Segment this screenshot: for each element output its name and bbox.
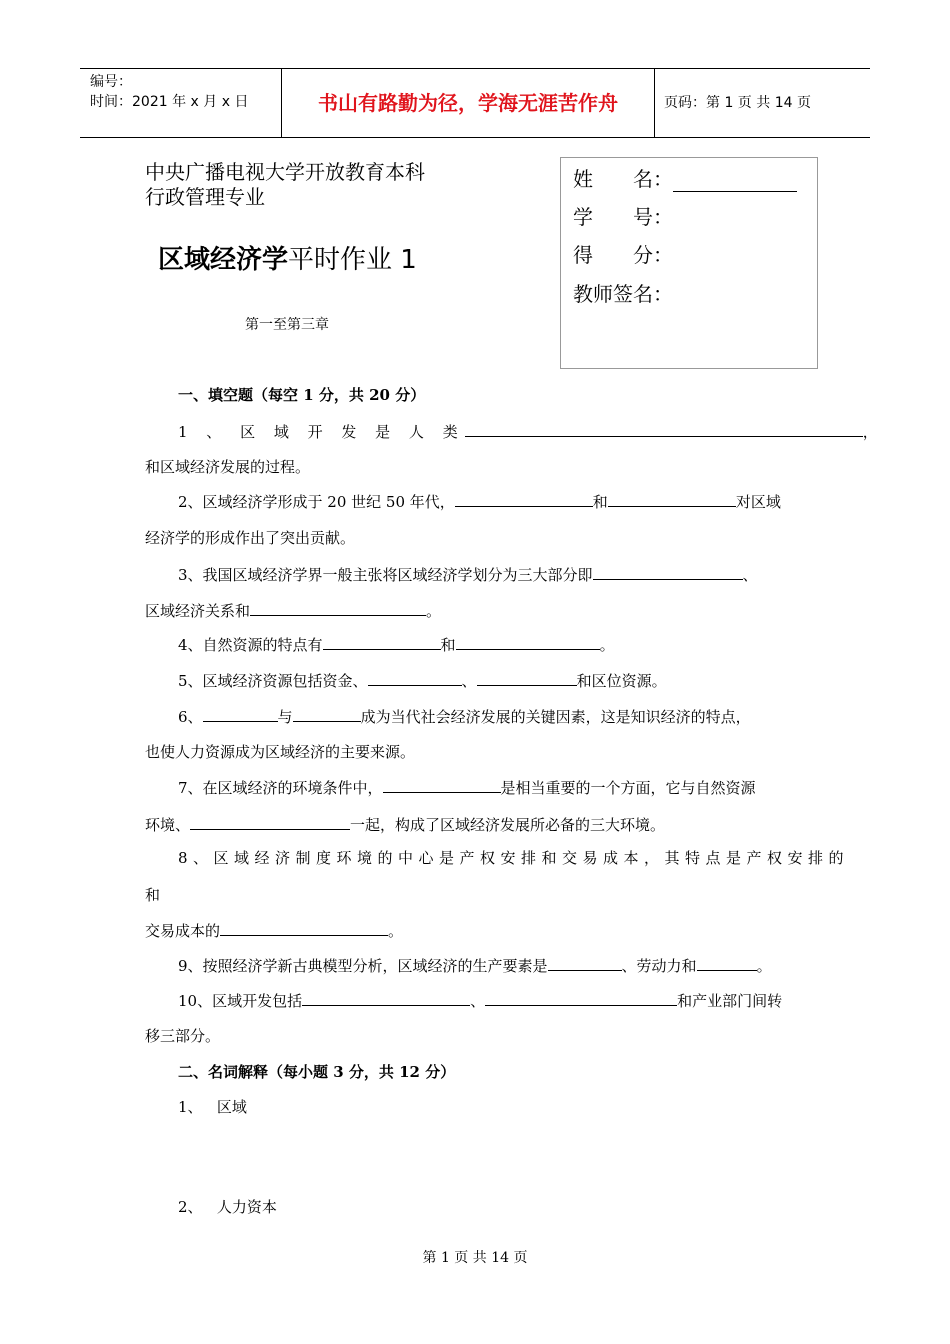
question-1: 1 、 区 域 开 发 是 人 类 ，	[178, 420, 878, 443]
university-name: 中央广播电视大学开放教育本科	[145, 160, 425, 184]
question-8: 8、区域经济制度环境的中心是产权安排和交易成本，其特点是产权安排的	[178, 849, 850, 867]
blank[interactable]	[190, 813, 350, 830]
blank[interactable]	[456, 633, 600, 650]
question-7-cont: 环境、 一起，构成了区域经济发展所必备的三大环境。	[145, 813, 665, 836]
chapter-range: 第一至第三章	[245, 317, 329, 333]
term-2: 2、 人力资本	[178, 1198, 277, 1216]
university-title	[145, 160, 425, 210]
blank[interactable]	[323, 633, 441, 650]
header-time: 时间：2021 年 x 月 x 日	[90, 94, 249, 110]
header-code: 编号：	[90, 74, 132, 90]
id-row	[573, 202, 673, 232]
blank[interactable]	[220, 919, 388, 936]
section-1-heading: 一、填空题（每空 1 分，共 20 分）	[178, 386, 426, 404]
question-6: 6、 与 成为当代社会经济发展的关键因素，这是知识经济的特点，	[178, 705, 751, 728]
term-1: 1、 区域	[178, 1098, 247, 1116]
question-8-cont: 和	[145, 886, 161, 904]
name-label: 姓 名：	[573, 167, 673, 191]
blank[interactable]	[368, 669, 462, 686]
blank[interactable]	[485, 989, 677, 1006]
question-8-cont2: 交易成本的 。	[145, 919, 403, 942]
score-label: 得 分：	[573, 243, 673, 267]
course-name: 区域经济学	[158, 245, 289, 275]
blank[interactable]	[477, 669, 577, 686]
question-1-cont: 和区域经济发展的过程。	[145, 458, 311, 476]
blank[interactable]	[293, 705, 361, 722]
question-6-cont: 也使人力资源成为区域经济的主要来源。	[145, 743, 416, 761]
section-2-heading: 二、名词解释（每小题 3 分，共 12 分）	[178, 1063, 456, 1081]
question-10: 10、区域开发包括 、 和产业部门间转	[178, 989, 782, 1012]
question-2: 2、区域经济学形成于 20 世纪 50 年代， 和 对区域	[178, 490, 781, 513]
question-2-cont: 经济学的形成作出了突出贡献。	[145, 529, 356, 547]
id-label: 学 号：	[573, 205, 673, 229]
blank[interactable]	[302, 989, 470, 1006]
blank[interactable]	[383, 776, 501, 793]
assignment-title	[158, 242, 417, 278]
student-info-box	[560, 157, 818, 369]
blank[interactable]	[697, 954, 757, 971]
header-meta	[80, 69, 280, 137]
name-row	[573, 164, 797, 194]
blank[interactable]	[608, 490, 736, 507]
teacher-label: 教师签名：	[573, 282, 673, 306]
question-7: 7、在区域经济的环境条件中， 是相当重要的一个方面，它与自然资源	[178, 776, 756, 799]
question-3-cont: 区域经济关系和 。	[145, 599, 441, 622]
question-4: 4、自然资源的特点有 和 。	[178, 633, 615, 656]
blank[interactable]	[250, 599, 426, 616]
question-9: 9、按照经济学新古典模型分析，区域经济的生产要素是 、劳动力和 。	[178, 954, 772, 977]
question-5: 5、区域经济资源包括资金、 、 和区位资源。	[178, 669, 667, 692]
page-footer: 第 1 页 共 14 页	[422, 1250, 528, 1266]
header-motto: 书山有路勤为径，学海无涯苦作舟	[281, 69, 655, 137]
document-header	[80, 68, 870, 138]
major-name: 行政管理专业	[145, 185, 265, 209]
blank[interactable]	[593, 563, 743, 580]
question-3: 3、我国区域经济学界一般主张将区域经济学划分为三大部分即 、	[178, 563, 758, 586]
question-10-cont: 移三部分。	[145, 1027, 221, 1045]
score-row	[573, 240, 673, 270]
blank[interactable]	[455, 490, 593, 507]
teacher-row	[573, 279, 673, 309]
blank[interactable]	[465, 420, 863, 437]
name-field[interactable]	[673, 169, 797, 192]
blank[interactable]	[548, 954, 622, 971]
header-page-info: 页码：第 1 页 共 14 页	[664, 95, 811, 111]
assignment-name: 平时作业 1	[288, 245, 417, 275]
blank[interactable]	[203, 705, 278, 722]
